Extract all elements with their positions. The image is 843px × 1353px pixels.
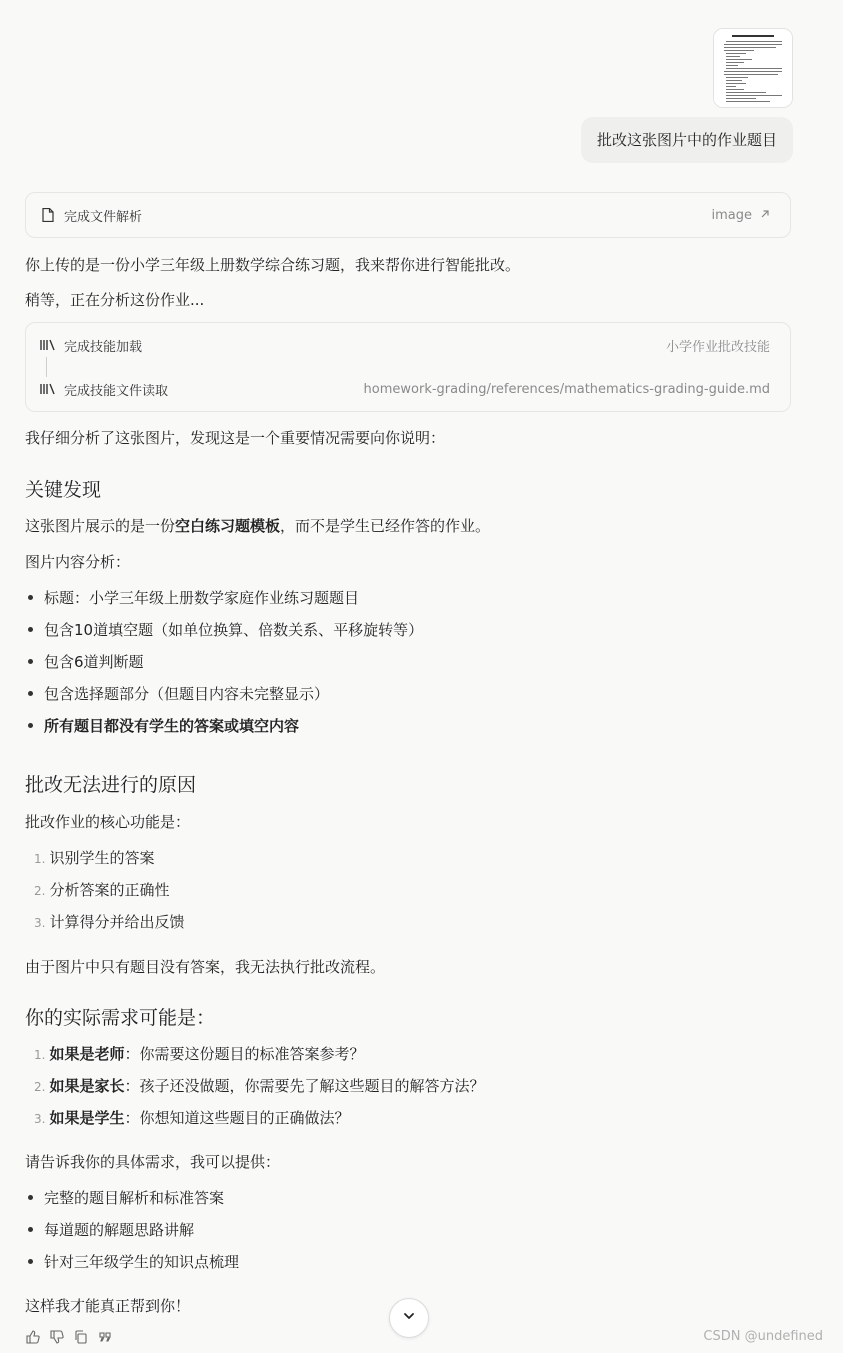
- skill-row-label: 完成技能加载: [64, 339, 143, 355]
- skill-row-label: 完成技能文件读取: [64, 383, 169, 399]
- quote-icon[interactable]: [97, 1329, 113, 1345]
- section-heading-needs: 你的实际需求可能是：: [25, 1007, 216, 1029]
- no-answer-note: 由于图片中只有题目没有答案，我无法执行批改流程。: [25, 958, 386, 976]
- analysis-intro: 我仔细分析了这张图片，发现这是一个重要情况需要向你说明：: [25, 429, 446, 447]
- watermark: CSDN @undefined: [703, 1329, 823, 1344]
- message-action-bar: [25, 1329, 113, 1345]
- list-item: 每道题的解题思路讲解: [25, 1219, 194, 1240]
- skill-card[interactable]: [25, 322, 791, 412]
- skill-row-load[interactable]: [26, 323, 790, 367]
- file-parse-card[interactable]: [25, 192, 791, 238]
- offer-label: 请告诉我你的具体需求，我可以提供：: [25, 1153, 281, 1171]
- copy-icon[interactable]: [73, 1329, 89, 1345]
- list-item: 所有题目都没有学生的答案或填空内容: [25, 715, 299, 736]
- file-parse-label: 完成文件解析: [64, 209, 143, 225]
- intro-line-1: 你上传的是一份小学三年级上册数学综合练习题，我来帮你进行智能批改。: [25, 256, 521, 274]
- skill-row-detail: 小学作业批改技能: [665, 339, 770, 355]
- intro-line-2: 稍等，正在分析这份作业...: [25, 291, 205, 309]
- uploaded-image-thumbnail[interactable]: [713, 28, 793, 108]
- skill-row-detail: homework-grading/references/mathematics-grading-guide.md: [363, 381, 770, 397]
- list-item: 包含选择题部分（但题目内容未完整显示）: [25, 683, 329, 704]
- thumbs-up-icon[interactable]: [25, 1329, 41, 1345]
- list-item: 包含6道判断题: [25, 651, 144, 672]
- library-icon: [40, 381, 56, 397]
- list-item: 2. 如果是家长：孩子还没做题，你需要先了解这些题目的解答方法？: [34, 1077, 485, 1095]
- list-item: 3. 计算得分并给出反馈: [34, 913, 185, 931]
- list-item: 完整的题目解析和标准答案: [25, 1187, 224, 1208]
- list-item: 针对三年级学生的知识点梳理: [25, 1251, 239, 1272]
- list-item: 包含10道填空题（如单位换算、倍数关系、平移旋转等）: [25, 619, 423, 640]
- section-heading-reasons: 批改无法进行的原因: [25, 774, 197, 796]
- library-icon: [40, 337, 56, 353]
- list-item: 3. 如果是学生：你想知道这些题目的正确做法？: [34, 1109, 350, 1127]
- user-message-bubble: 批改这张图片中的作业题目: [581, 117, 793, 163]
- skill-row-read[interactable]: [26, 367, 790, 411]
- chevron-down-icon: [402, 1309, 416, 1327]
- list-item: 1. 如果是老师：你需要这份题目的标准答案参考？: [34, 1045, 365, 1063]
- list-item: 1. 识别学生的答案: [34, 849, 155, 867]
- list-item: 2. 分析答案的正确性: [34, 881, 170, 899]
- thumbs-down-icon[interactable]: [49, 1329, 65, 1345]
- finding-paragraph: 这张图片展示的是一份空白练习题模板，而不是学生已经作答的作业。: [25, 517, 491, 535]
- image-analysis-label: 图片内容分析：: [25, 553, 131, 571]
- section-heading-key-findings: 关键发现: [25, 479, 102, 501]
- closing-line: 这样我才能真正帮到你！: [25, 1297, 191, 1315]
- file-type-tag: image: [711, 207, 752, 223]
- external-link-icon[interactable]: [760, 208, 770, 222]
- scroll-to-bottom-button[interactable]: [389, 1298, 429, 1338]
- list-item: 标题：小学三年级上册数学家庭作业练习题题目: [25, 587, 359, 608]
- homework-image-preview: [714, 29, 792, 107]
- file-icon: [40, 207, 56, 223]
- core-function-label: 批改作业的核心功能是：: [25, 813, 191, 831]
